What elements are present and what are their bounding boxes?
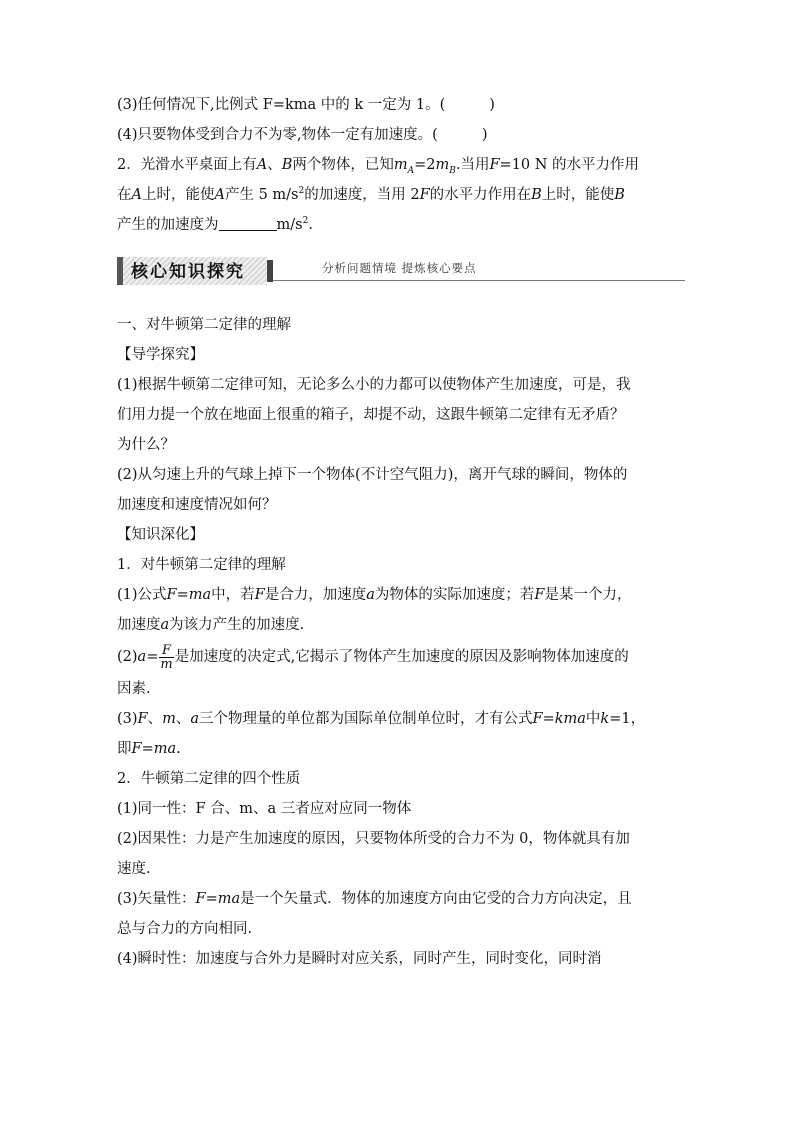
text: 中	[585, 711, 601, 727]
deepen-label: 【知识深化】	[117, 527, 204, 543]
section-banner	[117, 256, 685, 288]
superscript: 2	[298, 186, 305, 197]
subscript: A	[407, 165, 415, 176]
var: a	[160, 617, 170, 633]
knowledge-1-point-2-cont: 因素.	[117, 681, 151, 697]
knowledge-2-point-4: (4)瞬时性：加速度与合外力是瞬时对应关系，同时产生，同时变化，同时消	[117, 951, 602, 967]
text: =	[176, 587, 189, 603]
knowledge-2-point-3-cont: 总与合力的方向相同.	[117, 921, 253, 937]
text: 2．光滑水平桌面上有	[117, 157, 257, 173]
text: 产生 5 m/s	[224, 187, 299, 203]
guide-question-2: (2)从匀速上升的气球上掉下一个物体(不计空气阻力)，离开气球的瞬间，物体的	[117, 467, 628, 483]
var: m	[393, 157, 408, 173]
guide-question-1: (1)根据牛顿第二定律可知，无论多么小的力都可以使物体产生加速度，可是，我	[117, 377, 631, 393]
text: 中，若	[211, 587, 255, 603]
text: =	[205, 891, 218, 907]
numerator: F	[159, 644, 173, 658]
text: =	[141, 741, 154, 757]
var: F	[166, 587, 177, 603]
var: B	[531, 187, 542, 203]
banner-subtitle: 分析问题情境 提炼核心要点	[322, 261, 477, 275]
var: m	[162, 711, 176, 727]
var: A	[214, 187, 225, 203]
guide-label: 【导学探究】	[117, 347, 204, 363]
text: =	[542, 711, 555, 727]
var: F	[489, 157, 500, 173]
var: A	[131, 187, 142, 203]
var: F	[195, 891, 206, 907]
text: =1，	[609, 711, 646, 727]
knowledge-2-point-2-cont: 速度.	[117, 861, 151, 877]
text: 产生的加速度为	[117, 217, 219, 233]
fraction	[159, 644, 173, 671]
text: 、	[267, 157, 282, 173]
text: 两个物体，已知	[292, 157, 394, 173]
banner-title: 核心知识探究	[131, 262, 245, 282]
var: F	[534, 587, 545, 603]
var: a	[366, 587, 375, 603]
knowledge-2-point-3	[117, 884, 685, 914]
var: ma	[188, 587, 212, 603]
guide-question-2-cont: 加速度和速度情况如何？	[117, 497, 277, 513]
var: a	[190, 711, 200, 727]
text: (2)	[117, 649, 138, 665]
text: 三个物理量的单位都为国际单位制单位时，才有公式	[199, 711, 533, 727]
var: B	[281, 157, 293, 173]
text: 加速度	[117, 617, 161, 633]
document-page	[117, 90, 685, 974]
text: 即	[117, 741, 132, 757]
fill-in-blank[interactable]	[219, 216, 277, 231]
knowledge-1-point-1-cont	[117, 610, 685, 640]
var: ma	[153, 741, 177, 757]
var: F	[131, 741, 142, 757]
var: F	[419, 187, 430, 203]
subscript: B	[449, 165, 456, 176]
statement-4-close: )	[481, 127, 488, 143]
text: 上时，能使	[541, 187, 615, 203]
statement-3	[117, 90, 685, 120]
knowledge-1-title: 1．对牛顿第二定律的理解	[117, 557, 286, 573]
var: a	[137, 649, 147, 665]
text: .当用	[455, 157, 490, 173]
text: 是一个矢量式．物体的加速度方向由它受的合力方向决定，且	[240, 891, 632, 907]
knowledge-1-point-3	[117, 704, 685, 734]
guide-question-1-cont: 们用力提一个放在地面上很重的箱子，却提不动，这跟牛顿第二定律有无矛盾？	[117, 407, 625, 423]
knowledge-2-title: 2．牛顿第二定律的四个性质	[117, 771, 301, 787]
section-heading: 一、对牛顿第二定律的理解	[117, 317, 291, 333]
superscript: 2	[302, 216, 309, 227]
text: (3)	[117, 711, 138, 727]
statement-3-text: (3)任何情况下,比例式 F=kma 中的 k 一定为 1。(	[117, 97, 446, 113]
question-2-line-1	[117, 150, 685, 180]
text: 上时，能使	[141, 187, 215, 203]
text: 、	[147, 711, 163, 727]
text: =2	[414, 157, 436, 173]
text: .	[308, 217, 313, 233]
text: (3)矢量性：	[117, 891, 196, 907]
text: =	[146, 649, 159, 665]
knowledge-1-point-2	[117, 640, 685, 674]
var: B	[614, 187, 625, 203]
statement-4-text: (4)只要物体受到合力不为零,物体一定有加速度。(	[117, 127, 438, 143]
var: F	[137, 711, 148, 727]
var: ma	[217, 891, 241, 907]
text: 的加速度，当用 2	[304, 187, 420, 203]
text: 、	[175, 711, 191, 727]
question-2-line-2	[117, 180, 685, 210]
knowledge-1-point-3-cont	[117, 734, 685, 764]
text: =10 N 的水平力作用	[499, 157, 640, 173]
var: F	[532, 711, 543, 727]
knowledge-2-point-2: (2)因果性：力是产生加速度的原因，只要物体所受的合力不为 0，物体就具有加	[117, 831, 630, 847]
banner-rule	[273, 280, 685, 281]
text: 在	[117, 187, 132, 203]
knowledge-1-point-1	[117, 580, 685, 610]
text: 为物体的实际加速度；若	[374, 587, 535, 603]
text: .	[176, 741, 181, 757]
knowledge-2-point-1: (1)同一性：F 合、m、a 三者应对应同一物体	[117, 801, 412, 817]
banner-separator	[267, 260, 273, 282]
text: 是某一个力，	[544, 587, 632, 603]
denominator: m	[160, 656, 173, 672]
question-2-line-3	[117, 210, 685, 240]
var: F	[254, 587, 265, 603]
text: 是加速度的决定式,它揭示了物体产生加速度的原因及影响物体加速度的	[174, 649, 629, 665]
statement-3-close: )	[489, 97, 495, 113]
text: (1)公式	[117, 587, 167, 603]
text: 是合力，加速度	[264, 587, 367, 603]
var: m	[435, 157, 450, 173]
text: 为该力产生的加速度.	[169, 617, 305, 633]
var: kma	[554, 711, 586, 727]
var: k	[600, 711, 610, 727]
statement-4	[117, 120, 685, 150]
var: A	[256, 157, 268, 173]
guide-question-1-cont: 为什么？	[117, 437, 175, 453]
text: 的水平力作用在	[429, 187, 532, 203]
text: m/s	[276, 217, 303, 233]
